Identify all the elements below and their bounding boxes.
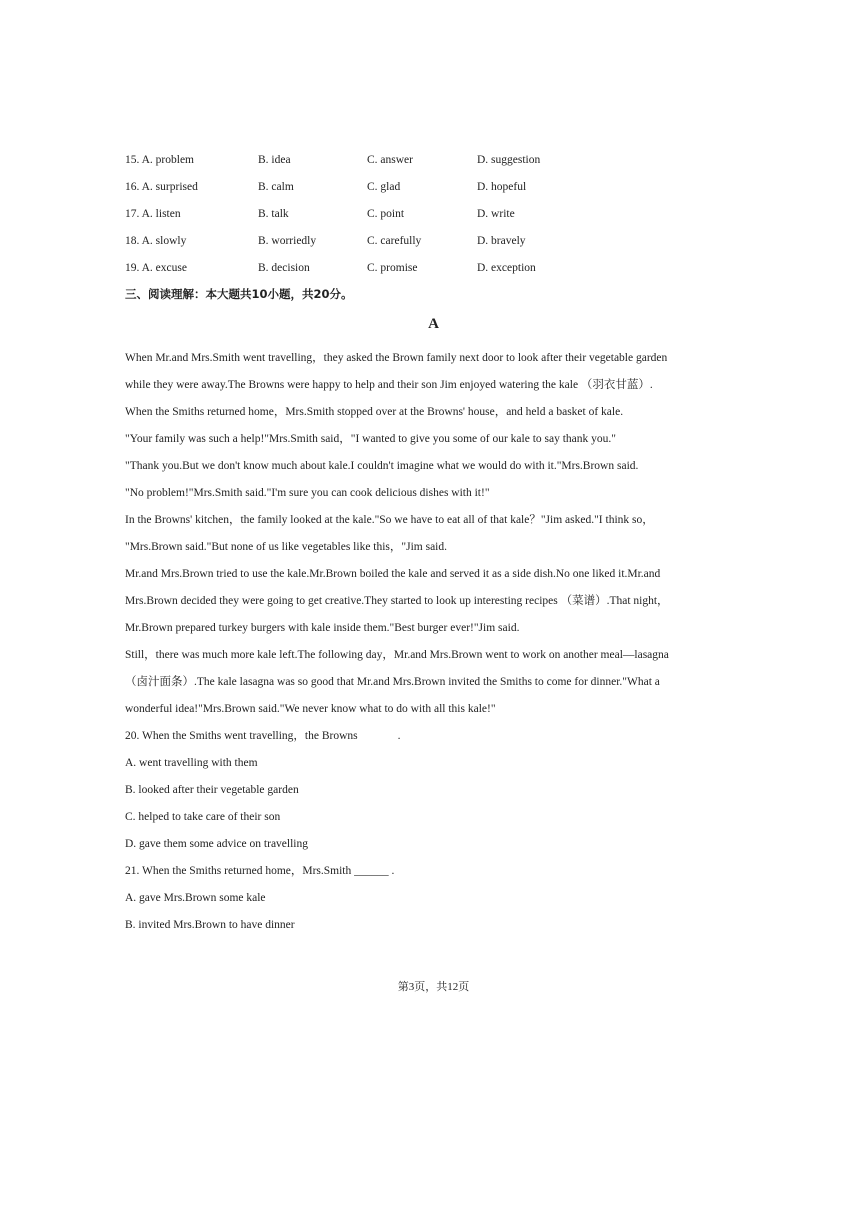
option-c: C. glad (367, 181, 401, 193)
option-a: 16. A. surprised (125, 181, 198, 193)
option-b: B. worriedly (258, 235, 317, 247)
option-a: 17. A. listen (125, 208, 181, 220)
question-21-option-a: A. gave Mrs.Brown some kale (125, 892, 266, 904)
question-20-option-b: B. looked after their vegetable garden (125, 784, 299, 796)
option-c: C. promise (367, 262, 418, 274)
passage-label: A (428, 316, 439, 332)
passage-line: （卤汁面条）.The kale lasagna was so good that Mr.and Mrs.Brown invited the Smiths to come for dinner."What a (125, 676, 660, 688)
section-title: 三、阅读理解：本大题共10小题，共20分。 (125, 287, 353, 301)
passage-line: "Thank you.But we don't know much about kale.I couldn't imagine what we would do with it."Mrs.Brown said. (125, 460, 639, 472)
question-end: . (397, 730, 401, 742)
passage-line: Mr.Brown prepared turkey burgers with kale inside them."Best burger ever!"Jim said. (125, 622, 520, 634)
passage-line: In the Browns' kitchen，the family looked at the kale."So we have to eat all of that kale？"Jim asked."I think so， (125, 514, 654, 526)
passage-line: wonderful idea!"Mrs.Brown said."We never know what to do with all this kale!" (125, 703, 496, 715)
passage-line: "No problem!"Mrs.Smith said."I'm sure you can cook delicious dishes with it!" (125, 487, 490, 499)
option-c: C. point (367, 208, 405, 220)
option-d: D. exception (477, 262, 536, 274)
option-d: D. suggestion (477, 154, 541, 166)
question-20-option-a: A. went travelling with them (125, 757, 258, 769)
passage-line: Still，there was much more kale left.The following day，Mr.and Mrs.Brown went to work on another meal—lasagna (125, 649, 669, 661)
passage-line: Mrs.Brown decided they were going to get creative.They started to look up interesting recipes （菜谱）.That night， (125, 595, 669, 607)
option-b: B. talk (258, 208, 289, 220)
option-a: 18. A. slowly (125, 235, 187, 247)
question-20-option-c: C. helped to take care of their son (125, 811, 281, 823)
passage-line: When the Smiths returned home，Mrs.Smith stopped over at the Browns' house，and held a basket of kale. (125, 406, 624, 418)
passage-line: "Mrs.Brown said."But none of us like vegetables like this，"Jim said. (125, 541, 447, 553)
question-21-option-b: B. invited Mrs.Brown to have dinner (125, 919, 295, 931)
question-21-stem: 21. When the Smiths returned home，Mrs.Smith ______ . (125, 865, 395, 877)
option-c: C. carefully (367, 235, 422, 247)
option-b: B. decision (258, 262, 310, 274)
option-d: D. bravely (477, 235, 526, 247)
passage-line: Mr.and Mrs.Brown tried to use the kale.Mr.Brown boiled the kale and served it as a side dish.No one liked it.Mr.and (125, 568, 661, 580)
question-20-stem (125, 726, 401, 746)
option-b: B. calm (258, 181, 294, 193)
option-b: B. idea (258, 154, 291, 166)
option-a: 19. A. excuse (125, 262, 187, 274)
page-number-footer: 第3页，共12页 (397, 981, 470, 993)
passage-line: while they were away.The Browns were happy to help and their son Jim enjoyed watering the kale （羽衣甘蓝）. (125, 379, 653, 391)
option-d: D. write (477, 208, 515, 220)
passage-line: When Mr.and Mrs.Smith went travelling，they asked the Brown family next door to look after their vegetable garden (125, 352, 668, 364)
question-20-option-d: D. gave them some advice on travelling (125, 838, 308, 850)
option-a: 15. A. problem (125, 154, 195, 166)
option-c: C. answer (367, 154, 413, 166)
question-text: 20. When the Smiths went travelling，the Browns (125, 730, 358, 742)
passage-line: "Your family was such a help!"Mrs.Smith said，"I wanted to give you some of our kale to say thank you." (125, 433, 616, 445)
option-d: D. hopeful (477, 181, 527, 193)
